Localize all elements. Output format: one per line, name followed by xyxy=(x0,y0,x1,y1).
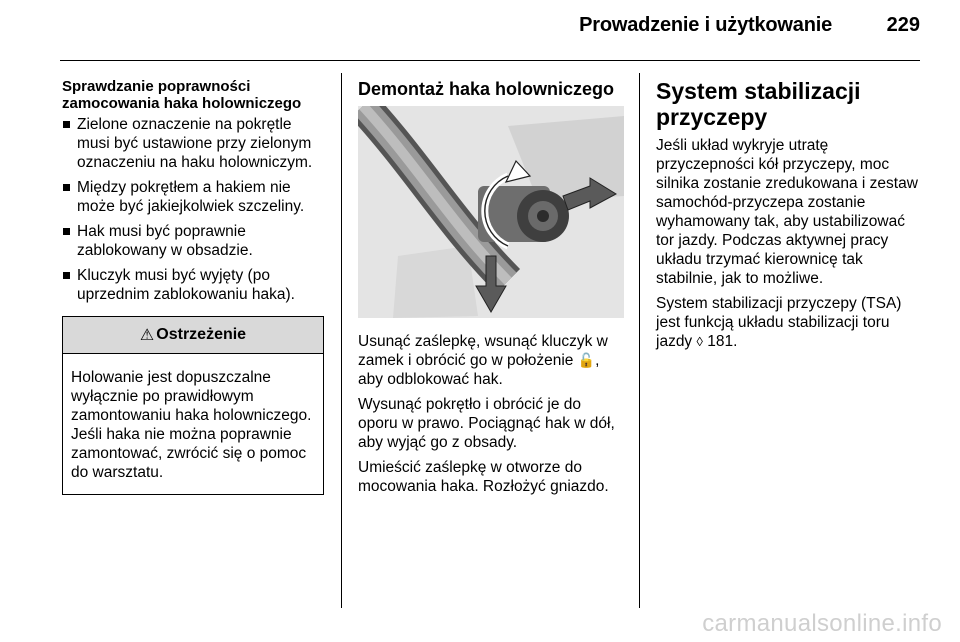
bullet-square-icon xyxy=(63,228,70,235)
bullet-item: Zielone oznaczenie na pokrętle musi być ustawione przy zielonym oznaczeniu na haku holowniczym. xyxy=(62,115,324,172)
column-divider-2 xyxy=(639,73,640,608)
cross-reference-arrow-icon: ◊ xyxy=(696,334,703,349)
watermark: carmanualsonline.info xyxy=(702,610,942,637)
bullet-item: Hak musi być poprawnie zablokowany w obsadzie. xyxy=(62,222,324,260)
paragraph-insert-cap: Umieścić zaślepkę w otworze do mocowania haka. Rozłożyć gniazdo. xyxy=(358,459,609,495)
warning-body: Holowanie jest dopuszczalne wyłącznie po prawidłowym zamontowaniu haka holowniczego. Jeśli haka nie można poprawnie zamontować, zwrócić się o pomoc do warsztatu. xyxy=(71,369,312,481)
page-number: 229 xyxy=(886,14,920,36)
section-title-demontaz: Demontaż haka holowniczego xyxy=(358,79,615,99)
bullet-square-icon xyxy=(63,184,70,191)
paragraph-tsa-reference: System stabilizacji przyczepy (TSA) jest funkcją układu stabilizacji toru jazdy ◊ 181. xyxy=(656,295,902,350)
section-subheading: Sprawdzanie poprawności zamocowania haka holowniczego xyxy=(62,78,302,112)
bullet-square-icon xyxy=(63,272,70,279)
paragraph-pull-hook: Wysunąć pokrętło i obrócić je do oporu w prawo. Pociągnąć hak w dół, aby wyjąć go z obsady. xyxy=(358,396,615,451)
warning-box xyxy=(62,316,324,495)
column-2 xyxy=(358,78,624,502)
header-rule xyxy=(60,60,920,61)
bullet-square-icon xyxy=(63,121,70,128)
paragraph-remove-cap: Usunąć zaślepkę, wsunąć kluczyk w zamek i obrócić go w położenie 🔓, aby odblokować hak. xyxy=(358,333,608,388)
bullet-list xyxy=(62,115,324,304)
bullet-item: Kluczyk musi być wyjęty (po uprzednim zablokowaniu haka). xyxy=(62,266,324,304)
section-title-tsa: System stabilizacji przyczepy xyxy=(656,78,861,130)
column-divider-1 xyxy=(341,73,342,608)
paragraph-tsa-description: Jeśli układ wykryje utratę przyczepności kół przyczepy, moc silnika zostanie zredukowana i zestaw samochód-przyczepa zostanie wyhamowany tak, aby ustabilizować tor jazdy. Podczas aktywnej pracy układu trzymać kierownicę tak stabilnie, jak to możliwe. xyxy=(656,137,918,287)
unlock-icon: 🔓 xyxy=(577,352,596,368)
column-3 xyxy=(656,78,926,357)
warning-title: Ostrzeżenie xyxy=(156,326,247,343)
warning-header xyxy=(63,317,323,354)
page-reference-link[interactable]: 181. xyxy=(707,333,738,350)
column-1 xyxy=(62,78,324,495)
warning-triangle-icon: ⚠ xyxy=(139,327,155,344)
towbar-illustration xyxy=(358,106,624,318)
page-header-title: Prowadzenie i użytkowanie xyxy=(579,14,832,36)
bullet-item: Między pokrętłem a hakiem nie może być jakiejkolwiek szczeliny. xyxy=(62,178,324,216)
